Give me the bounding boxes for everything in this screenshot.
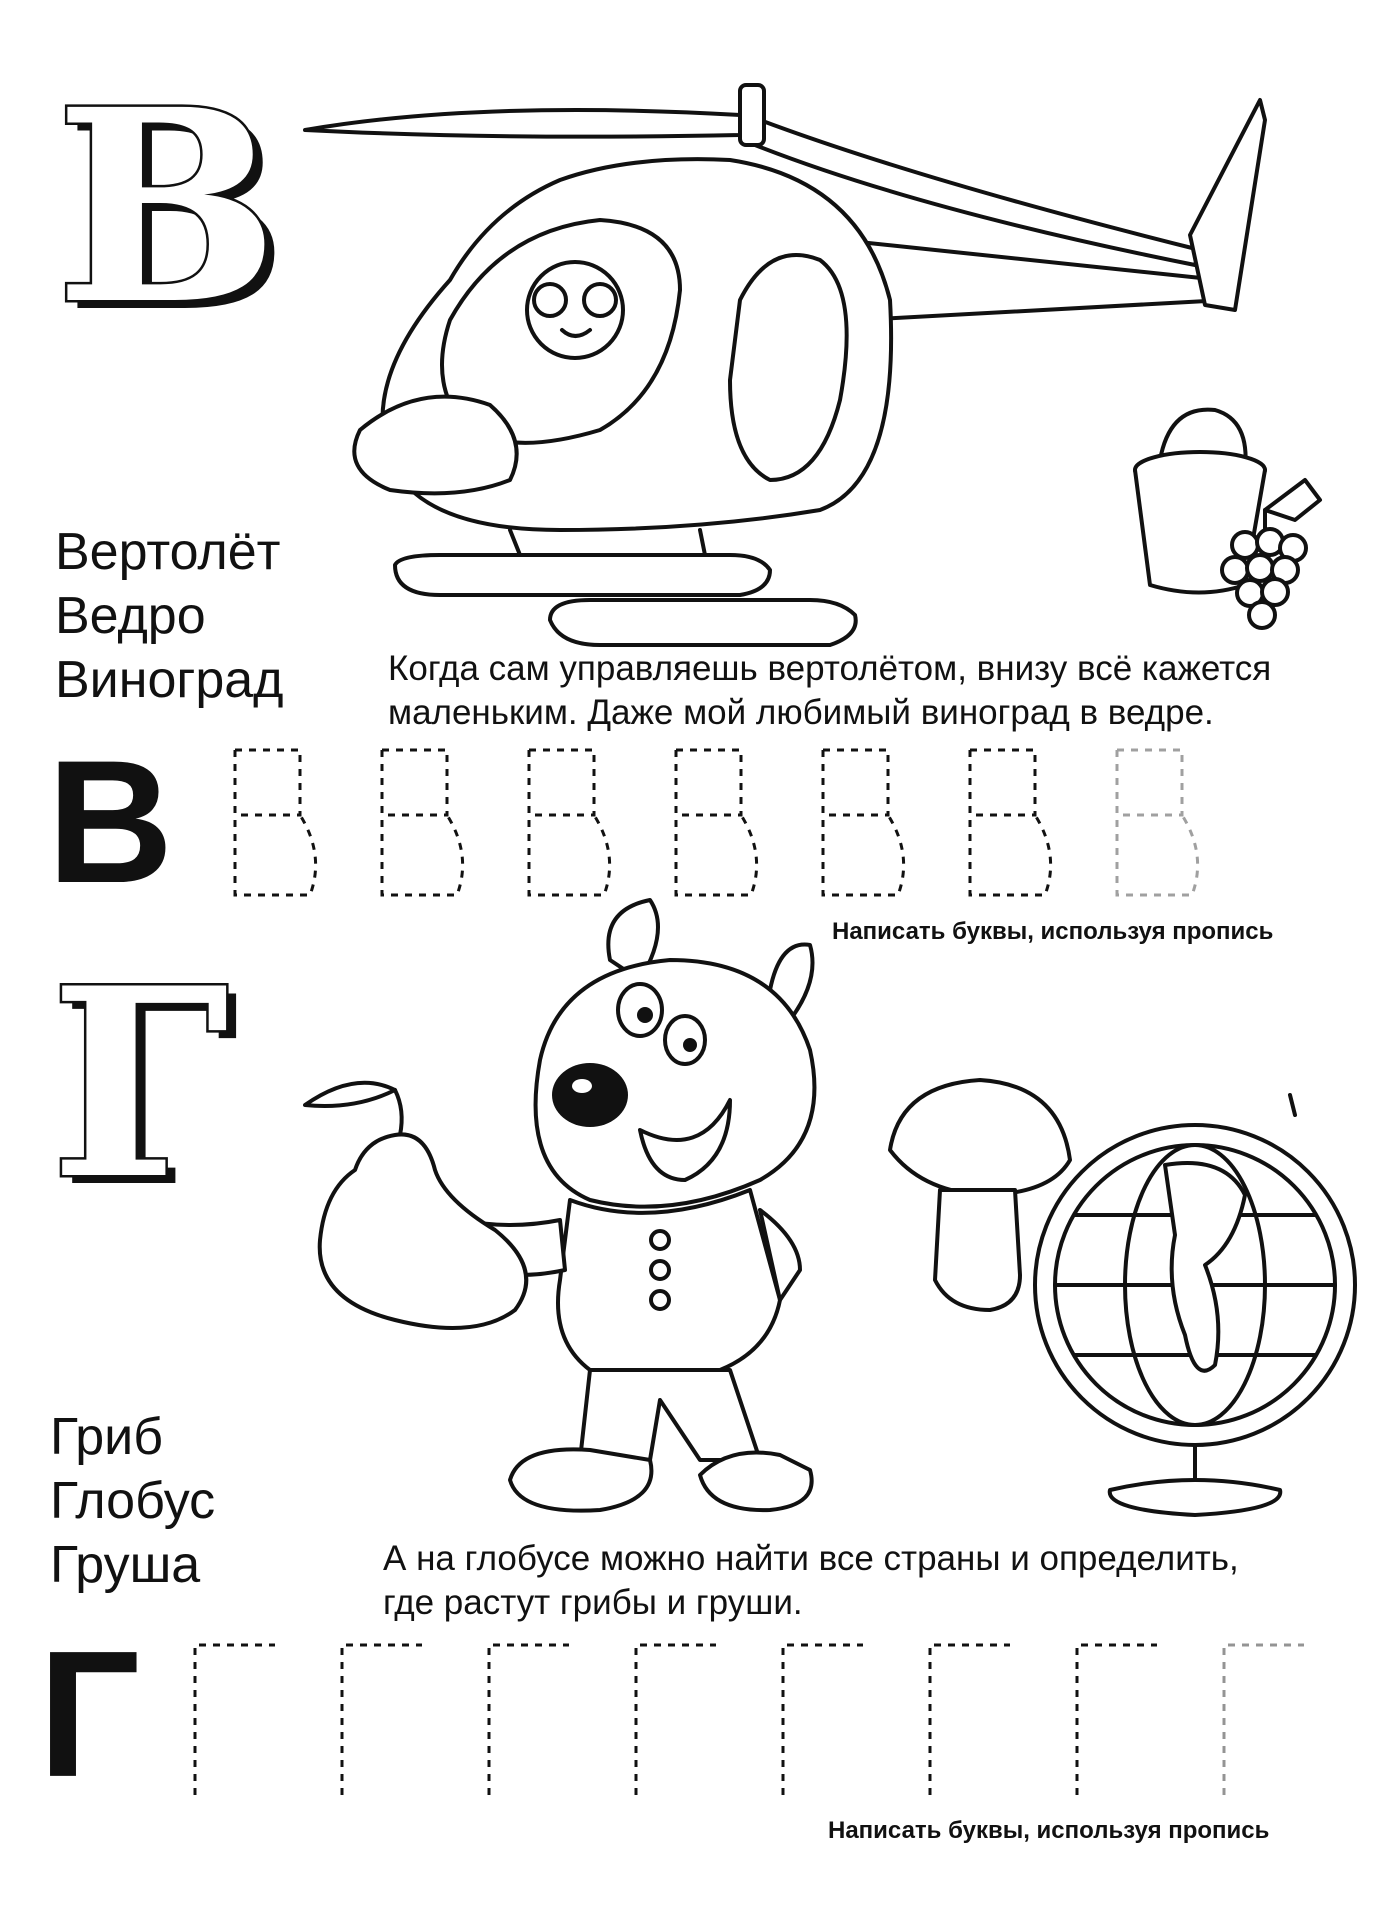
caption-g-line1: А на глобусе можно найти все страны и определить, <box>383 1539 1239 1578</box>
word-helicopter: Вертолёт <box>55 523 281 581</box>
caption-g-line2: где растут грибы и груши. <box>383 1583 803 1622</box>
word-list-g <box>50 1405 215 1597</box>
trace-letter-v <box>970 750 1051 895</box>
practice-letter-v: В <box>47 725 174 920</box>
trace-letter-g <box>1077 1645 1157 1795</box>
caption-g <box>383 1537 1239 1625</box>
word-bucket: Ведро <box>55 587 206 645</box>
trace-letter-v <box>529 750 610 895</box>
word-globe: Глобус <box>50 1472 216 1530</box>
trace-letter-v <box>1117 750 1198 895</box>
instruction-g: Написать буквы, используя пропись <box>828 1817 1270 1844</box>
word-list-v <box>55 520 284 712</box>
caption-v-line1: Когда сам управляешь вертолётом, внизу всё кажется <box>388 649 1272 688</box>
big-letter-g: Г <box>50 932 230 1237</box>
caption-v-line2: маленьким. Даже мой любимый виноград в ведре. <box>388 693 1214 732</box>
grapes-icon <box>1205 470 1325 640</box>
caption-v <box>388 647 1271 735</box>
trace-letter-g <box>489 1645 569 1795</box>
trace-letter-g <box>783 1645 863 1795</box>
trace-letter-v <box>676 750 757 895</box>
trace-letter-g <box>1224 1645 1304 1795</box>
globe-icon <box>1015 1085 1355 1525</box>
tracing-row-g <box>190 1640 1360 1800</box>
word-grapes: Виноград <box>55 651 284 709</box>
trace-letter-v <box>235 750 316 895</box>
instruction-v: Написать буквы, используя пропись <box>832 918 1274 945</box>
trace-letter-g <box>195 1645 275 1795</box>
trace-letter-v <box>382 750 463 895</box>
big-letter-v: В <box>55 52 279 363</box>
trace-letter-v <box>823 750 904 895</box>
trace-letter-g <box>636 1645 716 1795</box>
trace-letter-g <box>930 1645 1010 1795</box>
pear-icon <box>295 1070 565 1330</box>
tracing-row-v <box>225 745 1365 905</box>
trace-letter-g <box>342 1645 422 1795</box>
practice-letter-g: Г <box>38 1614 141 1815</box>
word-pear: Груша <box>50 1536 201 1594</box>
word-mushroom: Гриб <box>50 1408 163 1466</box>
